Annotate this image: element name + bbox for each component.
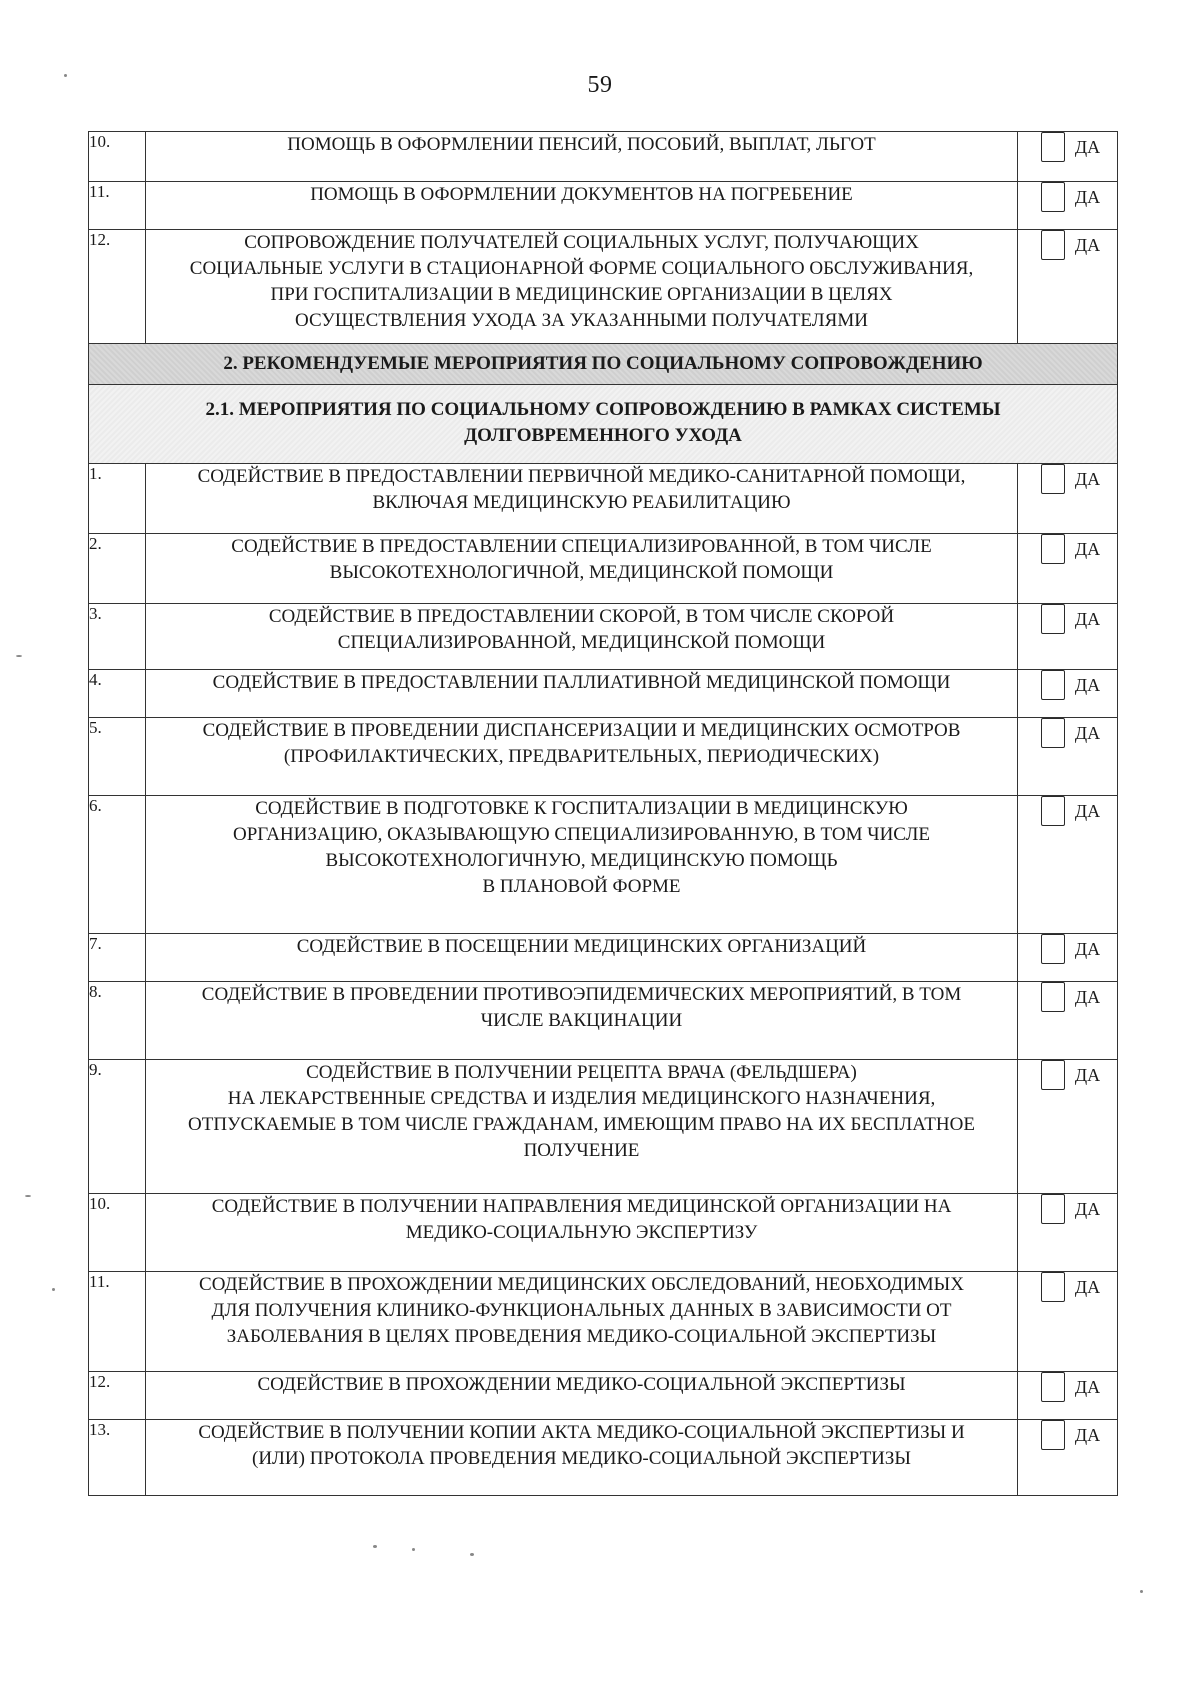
row-description [146,1420,1018,1496]
yes-option [1018,1060,1117,1090]
row-number: 2. [89,534,146,604]
row-description-line: СОПРОВОЖДЕНИЕ ПОЛУЧАТЕЛЕЙ СОЦИАЛЬНЫХ УСЛУГ, ПОЛУЧАЮЩИХ [244,232,919,253]
row-check-cell [1018,718,1118,796]
row-check-cell [1018,534,1118,604]
yes-checkbox[interactable] [1041,1194,1065,1224]
row-check-cell [1018,464,1118,534]
yes-checkbox[interactable] [1041,182,1065,212]
row-number: 4. [89,670,146,718]
row-description [146,934,1018,982]
row-check-cell [1018,604,1118,670]
row-description-line: СОЦИАЛЬНЫЕ УСЛУГИ В СТАЦИОНАРНОЙ ФОРМЕ СОЦИАЛЬНОГО ОБСЛУЖИВАНИЯ, [189,258,974,279]
row-check-cell [1018,132,1118,182]
row-description-line: СОДЕЙСТВИЕ В ПОДГОТОВКЕ К ГОСПИТАЛИЗАЦИИ В МЕДИЦИНСКУЮ [255,798,908,819]
table-row [89,1194,1118,1272]
row-check-cell [1018,230,1118,344]
row-description-line: ПОЛУЧЕНИЕ [523,1140,640,1161]
top-rows [89,132,1118,344]
yes-option [1018,670,1117,700]
yes-label: ДА [1074,1376,1101,1397]
row-description [146,230,1018,344]
yes-checkbox[interactable] [1041,1060,1065,1090]
yes-checkbox[interactable] [1041,670,1065,700]
row-description-line: В ПЛАНОВОЙ ФОРМЕ [482,876,681,897]
yes-label: ДА [1074,1424,1101,1445]
yes-checkbox[interactable] [1041,132,1065,162]
yes-option [1018,718,1117,748]
section-title: 2. РЕКОМЕНДУЕМЫЕ МЕРОПРИЯТИЯ ПО СОЦИАЛЬНОМУ СОПРОВОЖДЕНИЮ [89,344,1118,385]
row-description-line: ПОМОЩЬ В ОФОРМЛЕНИИ ПЕНСИЙ, ПОСОБИЙ, ВЫПЛАТ, ЛЬГОТ [287,134,876,155]
section-header-row [89,344,1118,385]
row-description-line: ЗАБОЛЕВАНИЯ В ЦЕЛЯХ ПРОВЕДЕНИЯ МЕДИКО-СОЦИАЛЬНОЙ ЭКСПЕРТИЗЫ [226,1326,937,1347]
row-description-line: ОРГАНИЗАЦИЮ, ОКАЗЫВАЮЩУЮ СПЕЦИАЛИЗИРОВАННУЮ, В ТОМ ЧИСЛЕ [233,824,930,845]
scan-speck [373,1545,377,1548]
yes-checkbox[interactable] [1041,796,1065,826]
yes-label: ДА [1074,538,1101,559]
table-row [89,718,1118,796]
yes-label: ДА [1074,938,1101,959]
row-description-line: (ИЛИ) ПРОТОКОЛА ПРОВЕДЕНИЯ МЕДИКО-СОЦИАЛЬНОЙ ЭКСПЕРТИЗЫ [252,1448,911,1469]
table-row [89,230,1118,344]
table-row [89,534,1118,604]
row-check-cell [1018,1372,1118,1420]
row-description-line: СОДЕЙСТВИЕ В ПРЕДОСТАВЛЕНИИ СПЕЦИАЛИЗИРОВАННОЙ, В ТОМ ЧИСЛЕ [231,536,932,557]
row-description-line: ОТПУСКАЕМЫЕ В ТОМ ЧИСЛЕ ГРАЖДАНАМ, ИМЕЮЩИМ ПРАВО НА ИХ БЕСПЛАТНОЕ [188,1114,975,1135]
scan-speck [470,1553,474,1556]
yes-option [1018,230,1117,260]
table-row [89,670,1118,718]
yes-option [1018,464,1117,494]
table-row [89,464,1118,534]
yes-checkbox[interactable] [1041,230,1065,260]
yes-checkbox[interactable] [1041,1372,1065,1402]
yes-option [1018,1194,1117,1224]
row-number: 6. [89,796,146,934]
yes-option [1018,1372,1117,1402]
row-description [146,464,1018,534]
scan-speck [16,655,22,657]
yes-label: ДА [1074,234,1101,255]
row-description-line: ЧИСЛЕ ВАКЦИНАЦИИ [480,1010,683,1031]
row-description-line: ПРИ ГОСПИТАЛИЗАЦИИ В МЕДИЦИНСКИЕ ОРГАНИЗАЦИИ В ЦЕЛЯХ [270,284,893,305]
table-row [89,604,1118,670]
row-number: 8. [89,982,146,1060]
row-description [146,982,1018,1060]
subsection-title-line: ДОЛГОВРЕМЕННОГО УХОДА [464,425,742,446]
yes-option [1018,1272,1117,1302]
row-description-line: ПОМОЩЬ В ОФОРМЛЕНИИ ДОКУМЕНТОВ НА ПОГРЕБЕНИЕ [310,184,853,205]
yes-option [1018,132,1117,162]
yes-checkbox[interactable] [1041,718,1065,748]
row-description-line: СОДЕЙСТВИЕ В ПОЛУЧЕНИИ РЕЦЕПТА ВРАЧА (ФЕЛЬДШЕРА) [306,1062,857,1083]
row-check-cell [1018,934,1118,982]
section-header-group [89,344,1118,464]
row-check-cell [1018,1420,1118,1496]
row-check-cell [1018,182,1118,230]
scan-speck [25,1195,31,1197]
yes-option [1018,604,1117,634]
yes-checkbox[interactable] [1041,1272,1065,1302]
yes-option [1018,182,1117,212]
table-row [89,796,1118,934]
scan-speck [1140,1590,1143,1593]
row-description-line: ВЫСОКОТЕХНОЛОГИЧНУЮ, МЕДИЦИНСКУЮ ПОМОЩЬ [325,850,838,871]
row-number: 12. [89,1372,146,1420]
row-description-line: СОДЕЙСТВИЕ В ПРОВЕДЕНИИ ПРОТИВОЭПИДЕМИЧЕСКИХ МЕРОПРИЯТИЙ, В ТОМ [201,984,962,1005]
yes-option [1018,982,1117,1012]
row-number: 13. [89,1420,146,1496]
row-number: 3. [89,604,146,670]
table-row [89,934,1118,982]
row-description [146,796,1018,934]
row-description-line: НА ЛЕКАРСТВЕННЫЕ СРЕДСТВА И ИЗДЕЛИЯ МЕДИЦИНСКОГО НАЗНАЧЕНИЯ, [227,1088,936,1109]
yes-label: ДА [1074,1276,1101,1297]
row-check-cell [1018,1060,1118,1194]
row-number: 11. [89,182,146,230]
table-row [89,1060,1118,1194]
row-number: 5. [89,718,146,796]
row-description [146,182,1018,230]
row-description-line: СОДЕЙСТВИЕ В ПРЕДОСТАВЛЕНИИ ПАЛЛИАТИВНОЙ МЕДИЦИНСКОЙ ПОМОЩИ [212,672,951,693]
yes-option [1018,1420,1117,1450]
row-description [146,1372,1018,1420]
services-table [88,131,1118,1496]
row-description-line: ВКЛЮЧАЯ МЕДИЦИНСКУЮ РЕАБИЛИТАЦИЮ [372,492,791,513]
table-row [89,982,1118,1060]
row-description-line: ОСУЩЕСТВЛЕНИЯ УХОДА ЗА УКАЗАННЫМИ ПОЛУЧАТЕЛЯМИ [295,310,868,331]
row-number: 12. [89,230,146,344]
row-description-line: СОДЕЙСТВИЕ В ПРОХОЖДЕНИИ МЕДИКО-СОЦИАЛЬНОЙ ЭКСПЕРТИЗЫ [257,1374,906,1395]
row-description-line: (ПРОФИЛАКТИЧЕСКИХ, ПРЕДВАРИТЕЛЬНЫХ, ПЕРИОДИЧЕСКИХ) [283,746,880,767]
row-description [146,1194,1018,1272]
yes-label: ДА [1074,608,1101,629]
table-row [89,1272,1118,1372]
row-description-line: СОДЕЙСТВИЕ В ПОЛУЧЕНИИ КОПИИ АКТА МЕДИКО-СОЦИАЛЬНОЙ ЭКСПЕРТИЗЫ И [198,1422,965,1443]
row-number: 10. [89,1194,146,1272]
row-description-line: СОДЕЙСТВИЕ В ПОЛУЧЕНИИ НАПРАВЛЕНИЯ МЕДИЦИНСКОЙ ОРГАНИЗАЦИИ НА [211,1196,952,1217]
subsection-title [89,385,1118,464]
yes-label: ДА [1074,1064,1101,1085]
yes-option [1018,934,1117,964]
yes-label: ДА [1074,136,1101,157]
yes-label: ДА [1074,674,1101,695]
row-check-cell [1018,1194,1118,1272]
row-description [146,670,1018,718]
row-number: 11. [89,1272,146,1372]
row-description-line: СОДЕЙСТВИЕ В ПОСЕЩЕНИИ МЕДИЦИНСКИХ ОРГАНИЗАЦИЙ [296,936,867,957]
yes-option [1018,534,1117,564]
row-description [146,1060,1018,1194]
scan-speck [52,1288,55,1291]
row-check-cell [1018,1272,1118,1372]
subsection-header-row [89,385,1118,464]
table-row [89,182,1118,230]
row-description [146,718,1018,796]
row-description-line: СОДЕЙСТВИЕ В ПРЕДОСТАВЛЕНИИ СКОРОЙ, В ТОМ ЧИСЛЕ СКОРОЙ [268,606,895,627]
row-check-cell [1018,796,1118,934]
yes-checkbox[interactable] [1041,534,1065,564]
row-description-line: СОДЕЙСТВИЕ В ПРОВЕДЕНИИ ДИСПАНСЕРИЗАЦИИ И МЕДИЦИНСКИХ ОСМОТРОВ [202,720,961,741]
subsection-title-line: 2.1. МЕРОПРИЯТИЯ ПО СОЦИАЛЬНОМУ СОПРОВОЖДЕНИЮ В РАМКАХ СИСТЕМЫ [205,399,1001,420]
row-description [146,534,1018,604]
yes-label: ДА [1074,800,1101,821]
table-row [89,1420,1118,1496]
yes-label: ДА [1074,186,1101,207]
row-check-cell [1018,982,1118,1060]
yes-option [1018,796,1117,826]
yes-label: ДА [1074,722,1101,743]
row-number: 9. [89,1060,146,1194]
row-number: 1. [89,464,146,534]
page-number: 59 [587,72,613,98]
row-description-line: СОДЕЙСТВИЕ В ПРОХОЖДЕНИИ МЕДИЦИНСКИХ ОБСЛЕДОВАНИЙ, НЕОБХОДИМЫХ [199,1274,964,1295]
yes-label: ДА [1074,468,1101,489]
row-number: 10. [89,132,146,182]
row-description-line: ВЫСОКОТЕХНОЛОГИЧНОЙ, МЕДИЦИНСКОЙ ПОМОЩИ [329,562,834,583]
yes-checkbox[interactable] [1041,604,1065,634]
yes-checkbox[interactable] [1041,934,1065,964]
row-description [146,132,1018,182]
row-description [146,604,1018,670]
scan-speck [64,74,67,77]
yes-checkbox[interactable] [1041,982,1065,1012]
yes-label: ДА [1074,1198,1101,1219]
section-rows [89,464,1118,1496]
row-description [146,1272,1018,1372]
row-number: 7. [89,934,146,982]
table-row [89,1372,1118,1420]
row-description-line: СОДЕЙСТВИЕ В ПРЕДОСТАВЛЕНИИ ПЕРВИЧНОЙ МЕДИКО-САНИТАРНОЙ ПОМОЩИ, [197,466,966,487]
yes-label: ДА [1074,986,1101,1007]
yes-checkbox[interactable] [1041,464,1065,494]
yes-checkbox[interactable] [1041,1420,1065,1450]
table-row [89,132,1118,182]
row-check-cell [1018,670,1118,718]
scan-speck [412,1548,415,1551]
row-description-line: ДЛЯ ПОЛУЧЕНИЯ КЛИНИКО-ФУНКЦИОНАЛЬНЫХ ДАННЫХ В ЗАВИСИМОСТИ ОТ [211,1300,952,1321]
row-description-line: СПЕЦИАЛИЗИРОВАННОЙ, МЕДИЦИНСКОЙ ПОМОЩИ [337,632,826,653]
row-description-line: МЕДИКО-СОЦИАЛЬНУЮ ЭКСПЕРТИЗУ [405,1222,758,1243]
